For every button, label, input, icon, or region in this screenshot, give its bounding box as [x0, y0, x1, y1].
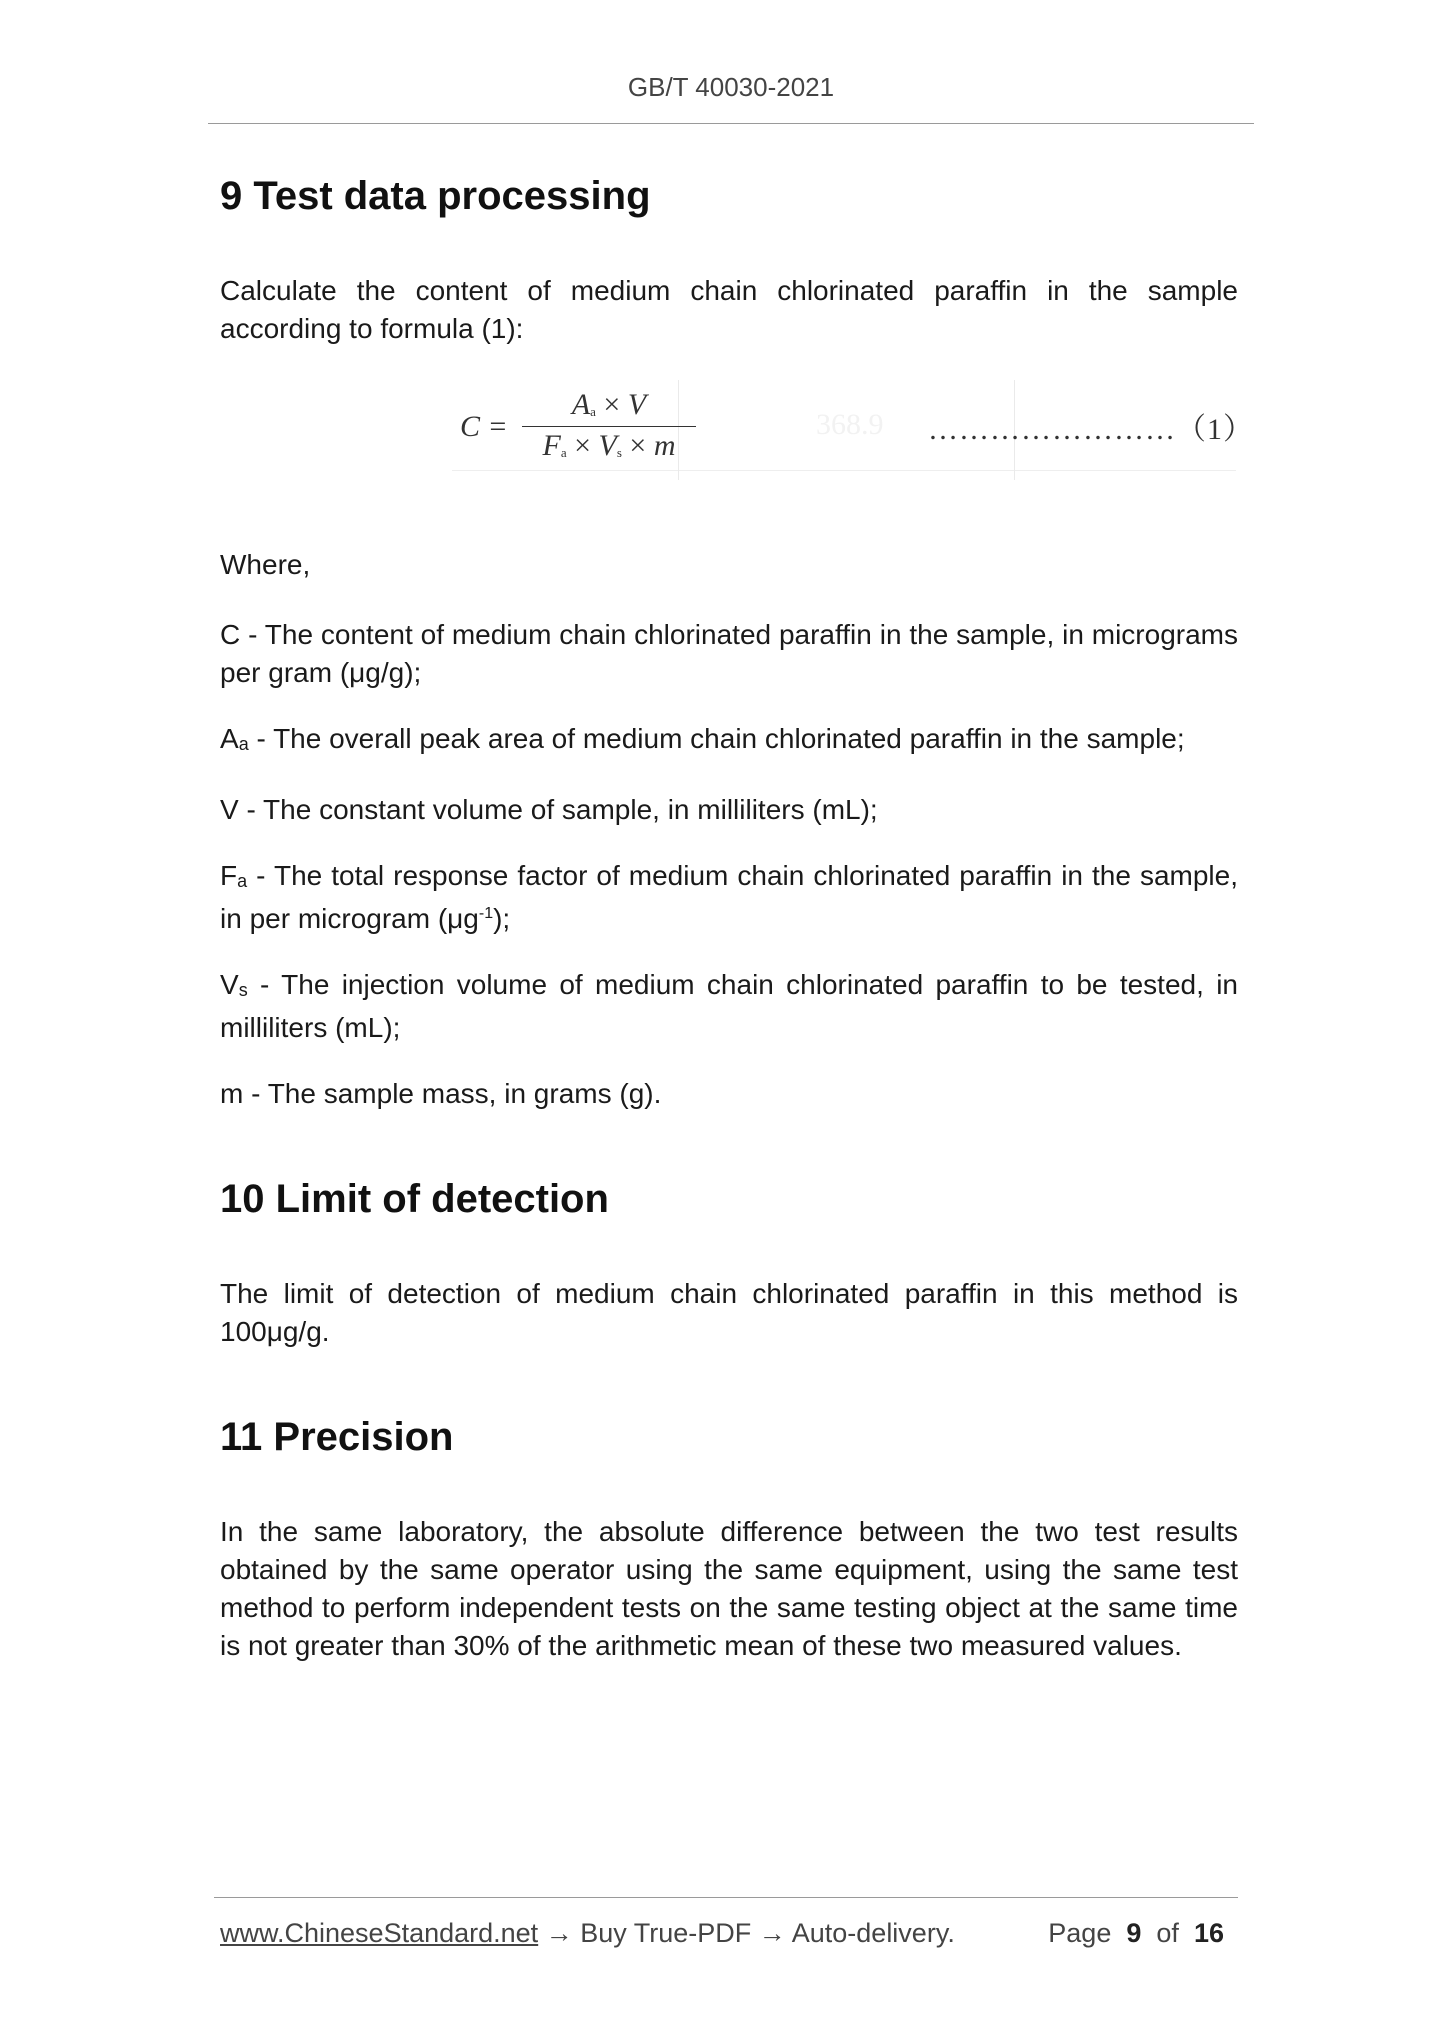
definition-text: - The injection volume of medium chain chlorinated paraffin to be tested, in milliliters (mL);	[220, 969, 1238, 1043]
formula-fraction	[522, 388, 696, 463]
formula-times: ×	[629, 429, 647, 462]
formula-subscript: a	[590, 404, 596, 419]
page-of-label: of	[1156, 1918, 1179, 1948]
page-content	[220, 160, 1254, 1665]
header-divider	[208, 123, 1254, 124]
formula-symbol: V	[627, 388, 647, 421]
definition-text-end: );	[493, 903, 511, 934]
formula-lhs: C =	[460, 410, 508, 443]
definition-v: V - The constant volume of sample, in milliliters (mL);	[220, 794, 878, 825]
definition-m: m - The sample mass, in grams (g).	[220, 1078, 662, 1109]
definition-subscript: a	[238, 734, 249, 754]
footer-divider	[214, 1897, 1238, 1898]
formula-times: ×	[574, 429, 592, 462]
chinesestandard-link[interactable]: www.ChineseStandard.net	[220, 1918, 539, 1948]
formula-denominator	[522, 427, 696, 463]
footer-tagline: → Buy True-PDF → Auto-delivery.	[538, 1918, 955, 1948]
page-header: GB/T 40030-2021	[627, 72, 835, 102]
definition-text: - The total response factor of medium chain chlorinated paraffin in the sample, in per microgram (μg	[220, 860, 1238, 934]
definition-subscript: a	[237, 871, 248, 891]
formula-symbol: V	[598, 429, 617, 462]
definition-symbol: V	[220, 969, 239, 1000]
section-9-intro: Calculate the content of medium chain chlorinated paraffin in the sample according to formula (1):	[220, 275, 1238, 344]
section-11-heading: 11 Precision	[220, 1415, 454, 1459]
page-counter	[1048, 1918, 1224, 1949]
definition-symbol: A	[220, 723, 239, 754]
section-10-body: The limit of detection of medium chain chlorinated paraffin in this method is 100μg/g.	[220, 1278, 1238, 1347]
definition-vs	[220, 966, 1238, 1047]
where-label: Where,	[220, 549, 311, 580]
section-10-heading: 10 Limit of detection	[220, 1177, 609, 1221]
formula-faded-value: 368.9	[816, 408, 884, 441]
formula-symbol: F	[542, 429, 561, 462]
formula-symbol: m	[653, 429, 676, 462]
definition-superscript: -1	[478, 905, 494, 922]
section-9-heading: 9 Test data processing	[220, 174, 651, 218]
formula-numerator	[522, 388, 696, 427]
page-total: 16	[1193, 1918, 1224, 1948]
page-footer	[220, 1918, 1238, 1949]
formula-symbol: A	[571, 388, 591, 421]
definition-aa	[220, 720, 1238, 763]
definition-c: C - The content of medium chain chlorinated paraffin in the sample, in micrograms per gram (μg/g);	[220, 619, 1238, 688]
definition-fa	[220, 857, 1238, 938]
formula-equation-number: ……………………（1）	[928, 413, 1254, 446]
formula-subscript: s	[616, 445, 622, 460]
formula-subscript: a	[560, 445, 567, 460]
section-11-body: In the same laboratory, the absolute difference between the two test results obtained by the same operator using the same equipment, using the same test method to perform independent tests on the same testing object at the same time is not greater than 30% of the arithmetic mean of these two measured values.	[220, 1516, 1238, 1661]
definition-subscript: s	[238, 980, 248, 1000]
definition-symbol: F	[220, 860, 238, 891]
page-current: 9	[1126, 1918, 1142, 1948]
formula-times: ×	[603, 388, 621, 421]
page-label: Page	[1048, 1918, 1112, 1948]
formula-1	[220, 388, 1254, 498]
definition-text: - The overall peak area of medium chain chlorinated paraffin in the sample;	[248, 723, 1185, 754]
